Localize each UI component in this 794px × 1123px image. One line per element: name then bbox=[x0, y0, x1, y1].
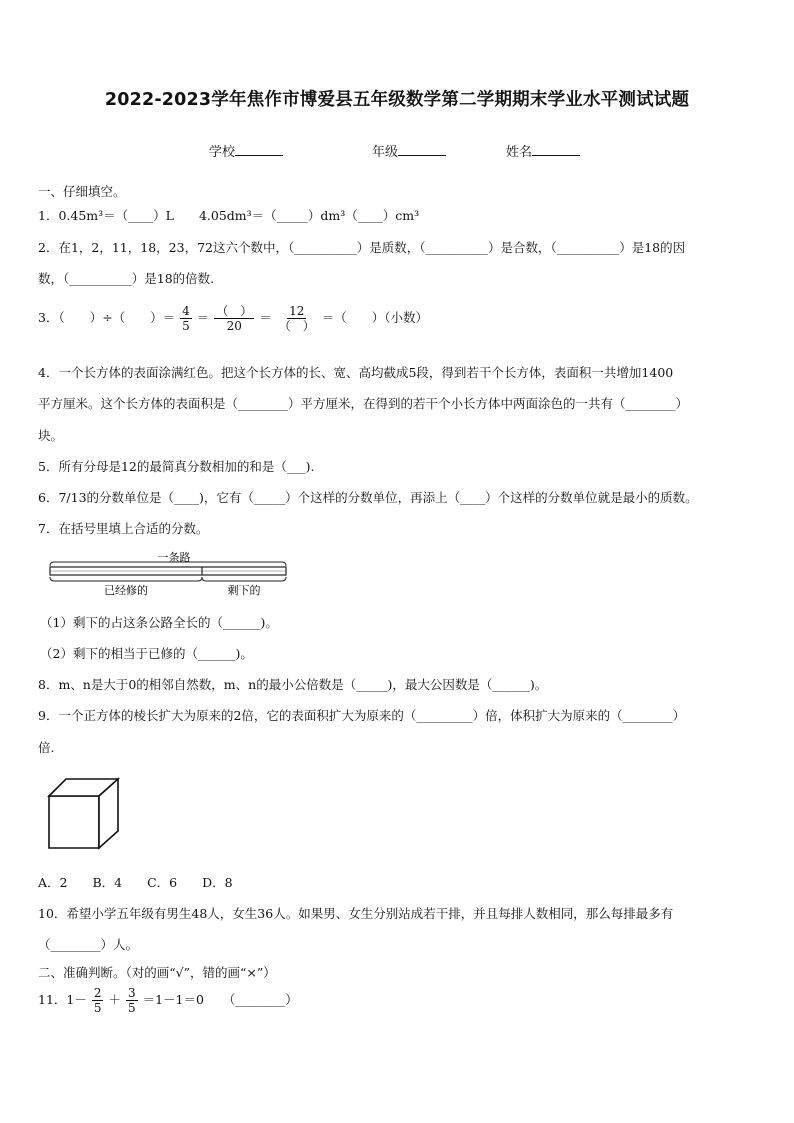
q3-fraction-3: $\frac{12}{( )}$ bbox=[278, 304, 315, 333]
q3-fraction-1: $\frac{4}{5}$ bbox=[182, 304, 190, 333]
question-10-line-2: （________）人。 bbox=[38, 937, 139, 952]
question-9-line-2: 倍. bbox=[38, 740, 55, 755]
name-label: 姓名 bbox=[506, 145, 533, 160]
road-remaining-brace bbox=[202, 577, 286, 581]
question-5: 5．所有分母是12的最简真分数相加的和是（___). bbox=[38, 459, 315, 474]
question-1: 1．0.45m³＝（____）L 4.05dm³＝（_____）dm³（____）cm³ bbox=[38, 208, 420, 223]
q11-fraction-2: $\frac{3}{5}$ bbox=[127, 986, 136, 1015]
question-7: 7．在括号里填上合适的分数。 bbox=[38, 521, 209, 536]
q11-suffix: ＝1－1＝0 （________） bbox=[142, 992, 298, 1007]
q3-suffix: ＝（ ）（小数） bbox=[321, 310, 429, 325]
section-heading-judge: 二、准确判断。（对的画“√”，错的画“×”） bbox=[38, 965, 276, 980]
cube-front-face bbox=[49, 796, 99, 848]
question-7-1: （1）剩下的占这条公路全长的（______)。 bbox=[40, 615, 278, 630]
grade-field[interactable] bbox=[372, 141, 446, 160]
question-4-line-2: 平方厘米。这个长方体的表面积是（________）平方厘米，在得到的若干个小长方体中两面涂色的一共有（________） bbox=[38, 396, 689, 411]
cube-figure bbox=[46, 776, 122, 852]
q11-plus: ＋ bbox=[108, 992, 121, 1007]
road-label-remaining: 剩下的 bbox=[227, 584, 261, 597]
question-9-options: A．2 B．4 C．6 D．8 bbox=[38, 875, 233, 890]
q3-equals-2: ＝ bbox=[259, 310, 272, 325]
question-8: 8．m、n是大于0的相邻自然数，m、n的最小公倍数是（_____)，最大公因数是（______)。 bbox=[38, 677, 548, 692]
q3-equals: ＝ bbox=[196, 310, 210, 325]
road-diagram bbox=[46, 546, 290, 600]
question-6: 6．7/13的分数单位是（____)，它有（_____）个这样的分数单位，再添上（____）个这样的分数单位就是最小的质数。 bbox=[38, 490, 698, 505]
page-title: 2022-2023学年焦作市博爱县五年级数学第二学期期末学业水平测试试题 bbox=[104, 90, 690, 110]
road-label-total: 一条路 bbox=[157, 551, 191, 564]
question-2-line-1: 2．在1，2，11，18，23，72这六个数中，（__________）是质数，（__________）是合数，（__________）是18的因 bbox=[38, 240, 686, 255]
grade-label: 年级 bbox=[372, 145, 399, 160]
question-11 bbox=[38, 986, 298, 1015]
school-blank[interactable] bbox=[235, 143, 283, 156]
question-2-line-2: 数，（__________）是18的倍数. bbox=[38, 271, 215, 286]
school-field[interactable] bbox=[209, 141, 283, 160]
name-blank[interactable] bbox=[532, 143, 580, 156]
school-label: 学校 bbox=[209, 145, 236, 160]
grade-blank[interactable] bbox=[398, 143, 446, 156]
question-10-line-1: 10．希望小学五年级有男生48人，女生36人。如果男、女生分别站成若干排，并且每排人数相同，那么每排最多有 bbox=[38, 906, 674, 921]
question-7-2: （2）剩下的相当于已修的（______)。 bbox=[40, 646, 253, 661]
question-9-line-1: 9．一个正方体的棱长扩大为原来的2倍，它的表面积扩大为原来的（_________）倍，体积扩大为原来的（________） bbox=[38, 708, 686, 723]
road-built-brace bbox=[50, 577, 202, 581]
question-4-line-1: 4．一个长方体的表面涂满红色。把这个长方体的长、宽、高均截成5段，得到若干个长方体，表面积一共增加1400 bbox=[38, 365, 674, 380]
section-heading-fill: 一、仔细填空。 bbox=[38, 184, 126, 199]
question-3 bbox=[38, 304, 428, 333]
q3-fraction-2: $\frac{( )}{20}$ bbox=[216, 304, 253, 333]
name-field[interactable] bbox=[506, 141, 580, 160]
q11-fraction-1: $\frac{2}{5}$ bbox=[93, 986, 102, 1015]
question-4-line-3: 块。 bbox=[38, 428, 64, 443]
q3-prefix: 3．（ ）÷（ ）＝ bbox=[38, 310, 176, 325]
q11-prefix: 11．1－ bbox=[38, 992, 87, 1007]
road-label-built: 已经修的 bbox=[104, 584, 148, 597]
